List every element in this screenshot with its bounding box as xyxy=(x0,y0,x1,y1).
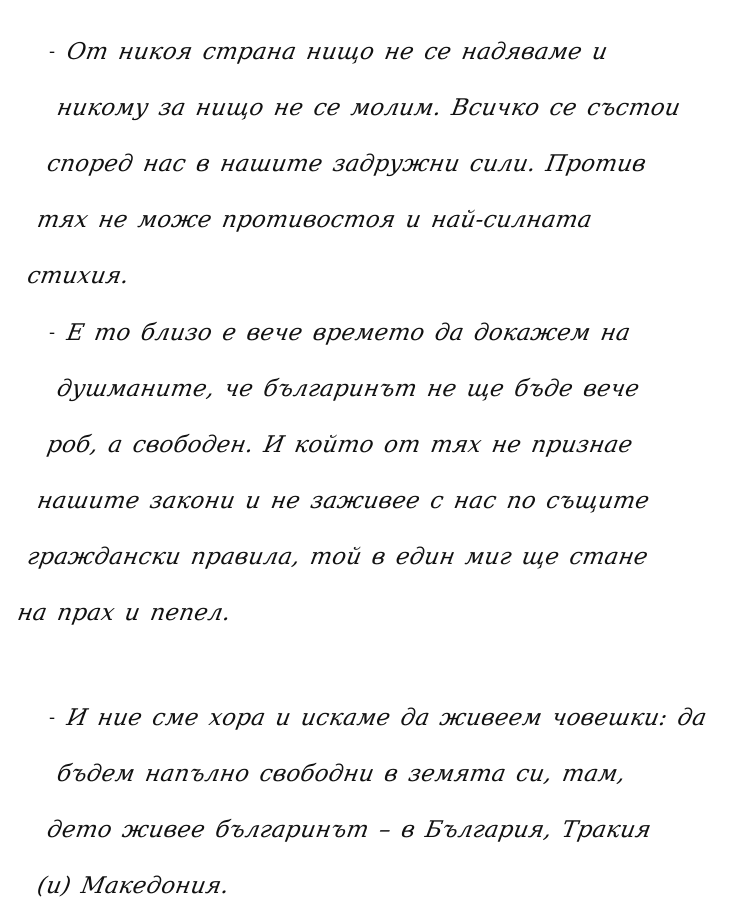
paragraph-text: От никоя страна нищо не се надяваме и никому за нищо не се молим. Всичко се състои според нас в нашите задружни сили. Против тях не може противостоя и най-силната стихия. xyxy=(25,39,683,289)
paragraph-text: И ние сме хора и искаме да живеем човешки: да бъдем напълно свободни в земята си, там, дето живее българинът – в България, Тракия (и) Македония. xyxy=(35,705,709,899)
bullet-dash: - xyxy=(49,707,56,728)
paragraph-text: Е то близо е вече времето да докажем на душманите, че българинът не ще бъде вече роб, а свободен. И който от тях не признае нашите закони и не заживее с нас по същите граждански правила, той в един миг ще стане на прах и пепел. xyxy=(15,320,652,626)
bullet-dash: - xyxy=(49,322,56,343)
bullet-dash: - xyxy=(49,41,56,62)
